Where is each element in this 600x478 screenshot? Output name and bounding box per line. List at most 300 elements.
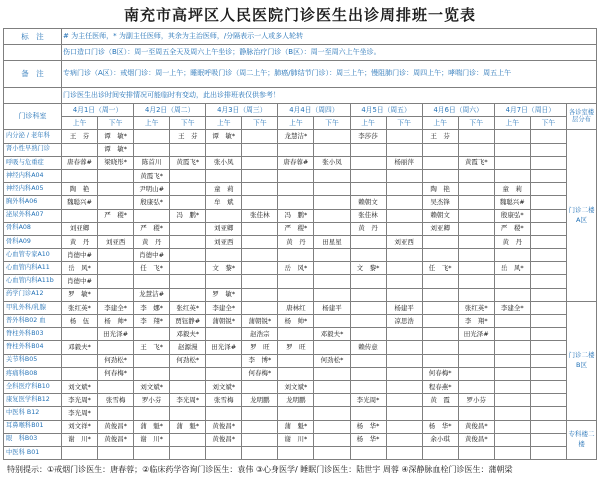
doctor-cell: 黄俊昌* <box>98 433 134 446</box>
doctor-cell <box>494 433 530 446</box>
doctor-cell <box>530 156 566 169</box>
doctor-cell <box>422 354 458 367</box>
doctor-cell: 邓毅夫* <box>170 328 206 341</box>
doctor-cell <box>170 143 206 156</box>
doctor-cell <box>278 354 314 367</box>
doctor-cell: 严 稷* <box>98 209 134 222</box>
doctor-cell <box>314 249 350 262</box>
table-row <box>4 222 597 235</box>
doctor-cell <box>530 183 566 196</box>
table-row <box>4 380 597 393</box>
doctor-cell: 龙慧洁# <box>134 288 170 301</box>
doctor-cell <box>494 394 530 407</box>
doctor-cell: 牟 斌 <box>206 196 242 209</box>
doctor-cell: 赖朝文 <box>422 209 458 222</box>
doctor-cell <box>206 354 242 367</box>
doctor-cell: 谭 敏* <box>98 143 134 156</box>
doctor-cell <box>62 354 98 367</box>
dept-name: 中医科 B01 <box>4 446 62 459</box>
doctor-cell: 赵源漫 <box>170 341 206 354</box>
doctor-cell: 张红英* <box>62 301 98 314</box>
table-row <box>4 301 597 314</box>
doctor-cell: 杨 帅* <box>98 315 134 328</box>
doctor-cell: 刘亚卿 <box>422 222 458 235</box>
doctor-cell <box>386 420 422 433</box>
doctor-cell <box>494 130 530 143</box>
doctor-cell <box>350 249 386 262</box>
doctor-cell: 杨建平 <box>386 301 422 314</box>
dept-name: 药学门诊A12 <box>4 288 62 301</box>
doctor-cell <box>386 380 422 393</box>
dept-name: 泌尿外科A07 <box>4 209 62 222</box>
doctor-cell: 任 飞* <box>422 262 458 275</box>
doctor-cell: 杨建平 <box>314 301 350 314</box>
doctor-cell <box>98 183 134 196</box>
doctor-cell <box>62 367 98 380</box>
doctor-cell: 田光泽# <box>98 328 134 341</box>
doctor-cell <box>458 249 494 262</box>
doctor-cell <box>350 275 386 288</box>
doctor-cell: 余小琪 <box>422 433 458 446</box>
doctor-cell: 唐春蓉# <box>278 156 314 169</box>
doctor-cell <box>62 446 98 459</box>
doctor-cell: 谭 敏* <box>98 130 134 143</box>
doctor-cell <box>170 433 206 446</box>
doctor-cell <box>494 156 530 169</box>
doctor-cell <box>350 367 386 380</box>
doctor-cell <box>422 407 458 420</box>
doctor-cell <box>422 446 458 459</box>
doctor-cell: 任 飞* <box>134 262 170 275</box>
dept-name: 骨科A08 <box>4 222 62 235</box>
doctor-cell: 黄 丹 <box>350 222 386 235</box>
doctor-cell: 李 娜* <box>134 301 170 314</box>
doctor-cell <box>458 196 494 209</box>
doctor-cell <box>422 301 458 314</box>
dept-name: 神经内科A04 <box>4 169 62 182</box>
doctor-cell <box>242 262 278 275</box>
afternoon-header: 下午 <box>98 117 134 130</box>
doctor-cell <box>314 275 350 288</box>
afternoon-header: 下午 <box>242 117 278 130</box>
doctor-cell <box>422 328 458 341</box>
note-text: 伤口造口门诊（B区）：周一至周五全天及周六上午坐诊；静脉治疗门诊（B区）：周一至周六上午坐诊。 <box>62 45 597 61</box>
doctor-cell: 刘文斌* <box>134 380 170 393</box>
table-row <box>4 420 597 433</box>
doctor-cell: 田星星 <box>314 235 350 248</box>
table-row <box>4 275 597 288</box>
morning-header: 上午 <box>206 117 242 130</box>
doctor-cell <box>494 446 530 459</box>
doctor-cell <box>134 130 170 143</box>
doctor-cell <box>386 262 422 275</box>
doctor-cell <box>314 446 350 459</box>
doctor-cell <box>242 183 278 196</box>
doctor-cell: 谢 川* <box>278 433 314 446</box>
doctor-cell: 张红英* <box>458 301 494 314</box>
location-b: 门诊二楼B区 <box>567 301 597 420</box>
doctor-cell: 赵浩宗 <box>242 328 278 341</box>
note-label: 标 注 <box>4 29 62 45</box>
dept-name: 疼痛科B08 <box>4 367 62 380</box>
doctor-cell: 刘亚西 <box>386 235 422 248</box>
doctor-cell <box>242 380 278 393</box>
doctor-cell: 罗 旺 <box>278 341 314 354</box>
dept-name: 神经内科A05 <box>4 183 62 196</box>
notes-table <box>3 28 597 104</box>
doctor-cell <box>98 380 134 393</box>
doctor-cell <box>242 249 278 262</box>
doctor-cell: 李建全* <box>98 301 134 314</box>
doctor-cell: 谭 敏* <box>206 130 242 143</box>
doctor-cell: 李光周* <box>170 394 206 407</box>
doctor-cell: 邓毅夫* <box>62 341 98 354</box>
doctor-cell: 龙明鹏 <box>242 394 278 407</box>
doctor-cell <box>314 407 350 420</box>
doctor-cell <box>206 367 242 380</box>
doctor-cell <box>134 209 170 222</box>
doctor-cell: 何劲松* <box>170 354 206 367</box>
doctor-cell <box>530 222 566 235</box>
doctor-cell <box>206 407 242 420</box>
doctor-cell <box>170 235 206 248</box>
doctor-cell <box>242 275 278 288</box>
doctor-cell: 严 稷* <box>494 222 530 235</box>
doctor-cell: 冯 鹏* <box>170 209 206 222</box>
table-row <box>4 143 597 156</box>
doctor-cell <box>206 446 242 459</box>
doctor-cell: 岳 风* <box>494 262 530 275</box>
doctor-cell <box>422 156 458 169</box>
doctor-cell <box>386 328 422 341</box>
morning-header: 上午 <box>494 117 530 130</box>
doctor-cell: 赖朝文 <box>350 196 386 209</box>
doctor-cell: 肖德中# <box>134 249 170 262</box>
doctor-cell: 刘亚卿 <box>62 222 98 235</box>
doctor-cell: 唐林红 <box>278 301 314 314</box>
doctor-cell: 黄霞飞* <box>458 156 494 169</box>
day-header: 4月6日（周六） <box>422 104 494 117</box>
doctor-cell <box>170 262 206 275</box>
doctor-cell <box>278 196 314 209</box>
doctor-cell: 岳 风* <box>62 262 98 275</box>
doctor-cell: 黄霞飞* <box>134 169 170 182</box>
doctor-cell: 殷康弘* <box>494 209 530 222</box>
doctor-cell <box>458 209 494 222</box>
doctor-cell: 刘文斌* <box>62 380 98 393</box>
doctor-cell <box>242 446 278 459</box>
doctor-cell: 黄俊昌* <box>458 420 494 433</box>
doctor-cell: 李莎莎 <box>350 130 386 143</box>
doctor-cell <box>530 196 566 209</box>
doctor-cell <box>458 222 494 235</box>
doctor-cell <box>206 328 242 341</box>
doctor-cell <box>386 222 422 235</box>
doctor-cell <box>350 143 386 156</box>
afternoon-header: 下午 <box>314 117 350 130</box>
doctor-cell <box>314 367 350 380</box>
doctor-cell <box>170 407 206 420</box>
doctor-cell <box>386 143 422 156</box>
doctor-cell: 童 莉 <box>206 183 242 196</box>
doctor-cell: 肖德中# <box>62 275 98 288</box>
doctor-cell <box>314 169 350 182</box>
morning-header: 上午 <box>278 117 314 130</box>
doctor-cell <box>494 275 530 288</box>
doctor-cell <box>242 420 278 433</box>
dept-name: 脊柱外科B03 <box>4 328 62 341</box>
afternoon-header: 下午 <box>530 117 566 130</box>
doctor-cell <box>494 315 530 328</box>
doctor-cell <box>530 169 566 182</box>
doctor-cell <box>530 235 566 248</box>
doctor-cell <box>278 446 314 459</box>
doctor-cell <box>278 288 314 301</box>
doctor-cell <box>530 301 566 314</box>
doctor-cell <box>458 380 494 393</box>
doctor-cell <box>170 183 206 196</box>
note-label: 备 注 <box>4 61 62 88</box>
doctor-cell: 谢 川* <box>62 433 98 446</box>
doctor-cell <box>530 420 566 433</box>
doctor-cell <box>350 446 386 459</box>
doctor-cell <box>350 407 386 420</box>
doctor-cell <box>458 183 494 196</box>
doctor-cell: 龙慧洁* <box>278 130 314 143</box>
dept-header: 门诊科室 <box>4 104 62 130</box>
doctor-cell <box>314 196 350 209</box>
doctor-cell: 李光周* <box>62 407 98 420</box>
doctor-cell <box>98 262 134 275</box>
doctor-cell <box>98 249 134 262</box>
doctor-cell: 龙明鹏 <box>278 394 314 407</box>
doctor-cell: 李建全* <box>206 301 242 314</box>
doctor-cell <box>98 341 134 354</box>
doctor-cell: 黄 丹 <box>62 235 98 248</box>
doctor-cell <box>242 130 278 143</box>
doctor-cell <box>386 249 422 262</box>
doctor-cell: 杨 伍 <box>62 315 98 328</box>
doctor-cell <box>386 288 422 301</box>
doctor-cell: 李建全* <box>494 301 530 314</box>
note-text: 门诊医生出诊时间安排情况可能临时有变动，此出诊排班表仅供参考！ <box>62 88 597 104</box>
table-row <box>4 315 597 328</box>
doctor-cell <box>314 341 350 354</box>
doctor-cell <box>278 169 314 182</box>
doctor-cell: 李光周* <box>62 394 98 407</box>
doctor-cell <box>458 407 494 420</box>
table-row <box>4 341 597 354</box>
doctor-cell: 黄俊昌* <box>458 433 494 446</box>
doctor-cell <box>422 235 458 248</box>
doctor-cell <box>386 183 422 196</box>
doctor-cell <box>278 367 314 380</box>
location-header: 各诊室楼层分布 <box>567 104 597 130</box>
afternoon-header: 下午 <box>386 117 422 130</box>
doctor-cell <box>242 169 278 182</box>
doctor-cell <box>350 328 386 341</box>
doctor-cell <box>494 367 530 380</box>
doctor-cell: 张雪梅 <box>206 394 242 407</box>
doctor-cell <box>458 275 494 288</box>
doctor-cell <box>170 196 206 209</box>
doctor-cell <box>530 341 566 354</box>
doctor-cell <box>278 275 314 288</box>
dept-name: 肾小性早熟门诊 <box>4 143 62 156</box>
location-a: 门诊二楼A区 <box>567 130 597 301</box>
doctor-cell <box>458 354 494 367</box>
doctor-cell: 梁晓彤* <box>98 156 134 169</box>
doctor-cell <box>494 407 530 420</box>
doctor-cell <box>314 262 350 275</box>
doctor-cell <box>386 169 422 182</box>
doctor-cell: 程春燕* <box>422 380 458 393</box>
doctor-cell: 杨 华* <box>350 433 386 446</box>
doctor-cell <box>422 288 458 301</box>
doctor-cell: 严 稷* <box>278 222 314 235</box>
dept-name: 普外科B02 血 <box>4 315 62 328</box>
location-special: 专科楼二楼 <box>567 420 597 460</box>
doctor-cell: 张红英* <box>170 301 206 314</box>
table-row <box>4 354 597 367</box>
doctor-cell <box>314 433 350 446</box>
doctor-cell <box>530 354 566 367</box>
table-row <box>4 433 597 446</box>
table-row <box>4 262 597 275</box>
doctor-cell <box>314 183 350 196</box>
doctor-cell <box>98 222 134 235</box>
doctor-cell <box>386 367 422 380</box>
doctor-cell: 尹明山# <box>134 183 170 196</box>
doctor-cell <box>350 380 386 393</box>
doctor-cell <box>422 341 458 354</box>
doctor-cell: 严 稷* <box>134 222 170 235</box>
doctor-cell <box>350 156 386 169</box>
doctor-cell <box>494 380 530 393</box>
doctor-cell <box>242 301 278 314</box>
doctor-cell <box>530 143 566 156</box>
doctor-cell <box>170 367 206 380</box>
doctor-cell <box>242 433 278 446</box>
doctor-cell <box>386 341 422 354</box>
doctor-cell: 罗 敏* <box>62 288 98 301</box>
doctor-cell: 贾钰静# <box>170 315 206 328</box>
doctor-cell <box>350 315 386 328</box>
note-label <box>4 45 62 61</box>
doctor-cell <box>458 143 494 156</box>
doctor-cell <box>386 433 422 446</box>
doctor-cell <box>530 288 566 301</box>
doctor-cell <box>494 341 530 354</box>
doctor-cell <box>134 407 170 420</box>
dept-name: 心血管内科A11 <box>4 262 62 275</box>
doctor-cell: 何春梅* <box>98 367 134 380</box>
doctor-cell: 张佳林 <box>350 209 386 222</box>
doctor-cell: 刘文斌* <box>206 380 242 393</box>
doctor-cell <box>530 209 566 222</box>
table-row <box>4 446 597 459</box>
morning-header: 上午 <box>422 117 458 130</box>
doctor-cell <box>170 380 206 393</box>
doctor-cell: 何春梅* <box>422 367 458 380</box>
table-row <box>4 288 597 301</box>
morning-header: 上午 <box>62 117 98 130</box>
doctor-cell <box>278 183 314 196</box>
doctor-cell <box>98 288 134 301</box>
day-header: 4月5日（周五） <box>350 104 422 117</box>
doctor-cell: 李 翔* <box>134 315 170 328</box>
doctor-cell <box>314 380 350 393</box>
doctor-cell: 刘亚卿 <box>206 222 242 235</box>
doctor-cell: 谢 川* <box>134 433 170 446</box>
day-header: 4月7日（周日） <box>494 104 566 117</box>
schedule-table <box>3 103 597 460</box>
dept-name: 骨科A09 <box>4 235 62 248</box>
doctor-cell: 陶 艳 <box>62 183 98 196</box>
doctor-cell <box>386 394 422 407</box>
doctor-cell <box>350 354 386 367</box>
doctor-cell: 冯 鹏* <box>278 209 314 222</box>
doctor-cell: 李光周* <box>350 394 386 407</box>
table-row <box>4 394 597 407</box>
doctor-cell: 何劲松* <box>98 354 134 367</box>
doctor-cell <box>422 275 458 288</box>
doctor-cell: 田光泽# <box>458 328 494 341</box>
doctor-cell <box>134 143 170 156</box>
doctor-cell <box>170 446 206 459</box>
footer-tip: 特别提示：①戒烟门诊医生：唐春蓉；②临床药学咨询门诊医生：袁伟 ③心身医学/ 睡眠门诊医生：陆世宇 周蓉 ④深静脉血栓门诊医生：蒲朝梁 <box>7 465 513 475</box>
doctor-cell <box>314 130 350 143</box>
dept-name: 心血管内科A11b <box>4 275 62 288</box>
note-text: 专病门诊（A区）：戒烟门诊：周一上午；睡眠呼吸门诊（周二上午；肺癌/肺结节门诊）：周三上午；慢阻肺门诊：周四上午；哮喘门诊：周五上午 <box>62 61 597 88</box>
dept-name: 中医科 B12 <box>4 407 62 420</box>
doctor-cell: 文 黎* <box>350 262 386 275</box>
doctor-cell <box>530 315 566 328</box>
doctor-cell: 王 飞* <box>134 341 170 354</box>
dept-name: 内分泌 / 老年科 <box>4 130 62 143</box>
doctor-cell <box>242 156 278 169</box>
doctor-cell: 陶 艳 <box>422 183 458 196</box>
doctor-cell <box>62 209 98 222</box>
doctor-cell: 罗小芬 <box>134 394 170 407</box>
doctor-cell: 黄 丹 <box>278 235 314 248</box>
doctor-cell: 邓毅夫* <box>314 328 350 341</box>
doctor-cell: 凉思浩 <box>386 315 422 328</box>
doctor-cell <box>350 301 386 314</box>
dept-name: 脊柱外科B04 <box>4 341 62 354</box>
doctor-cell: 罗 敏* <box>206 288 242 301</box>
doctor-cell: 张雪梅 <box>98 394 134 407</box>
doctor-cell: 王 芬 <box>62 130 98 143</box>
doctor-cell <box>494 420 530 433</box>
doctor-cell <box>350 235 386 248</box>
doctor-cell <box>422 169 458 182</box>
dept-name: 呼吸与危重症 <box>4 156 62 169</box>
doctor-cell <box>386 354 422 367</box>
doctor-cell <box>98 169 134 182</box>
doctor-cell: 李 博* <box>242 354 278 367</box>
doctor-cell <box>386 130 422 143</box>
doctor-cell <box>314 420 350 433</box>
doctor-cell: 刘亚西 <box>98 235 134 248</box>
doctor-cell <box>134 275 170 288</box>
doctor-cell <box>386 209 422 222</box>
doctor-cell <box>98 275 134 288</box>
morning-header: 上午 <box>134 117 170 130</box>
doctor-cell <box>314 288 350 301</box>
doctor-cell <box>242 288 278 301</box>
doctor-cell <box>458 262 494 275</box>
